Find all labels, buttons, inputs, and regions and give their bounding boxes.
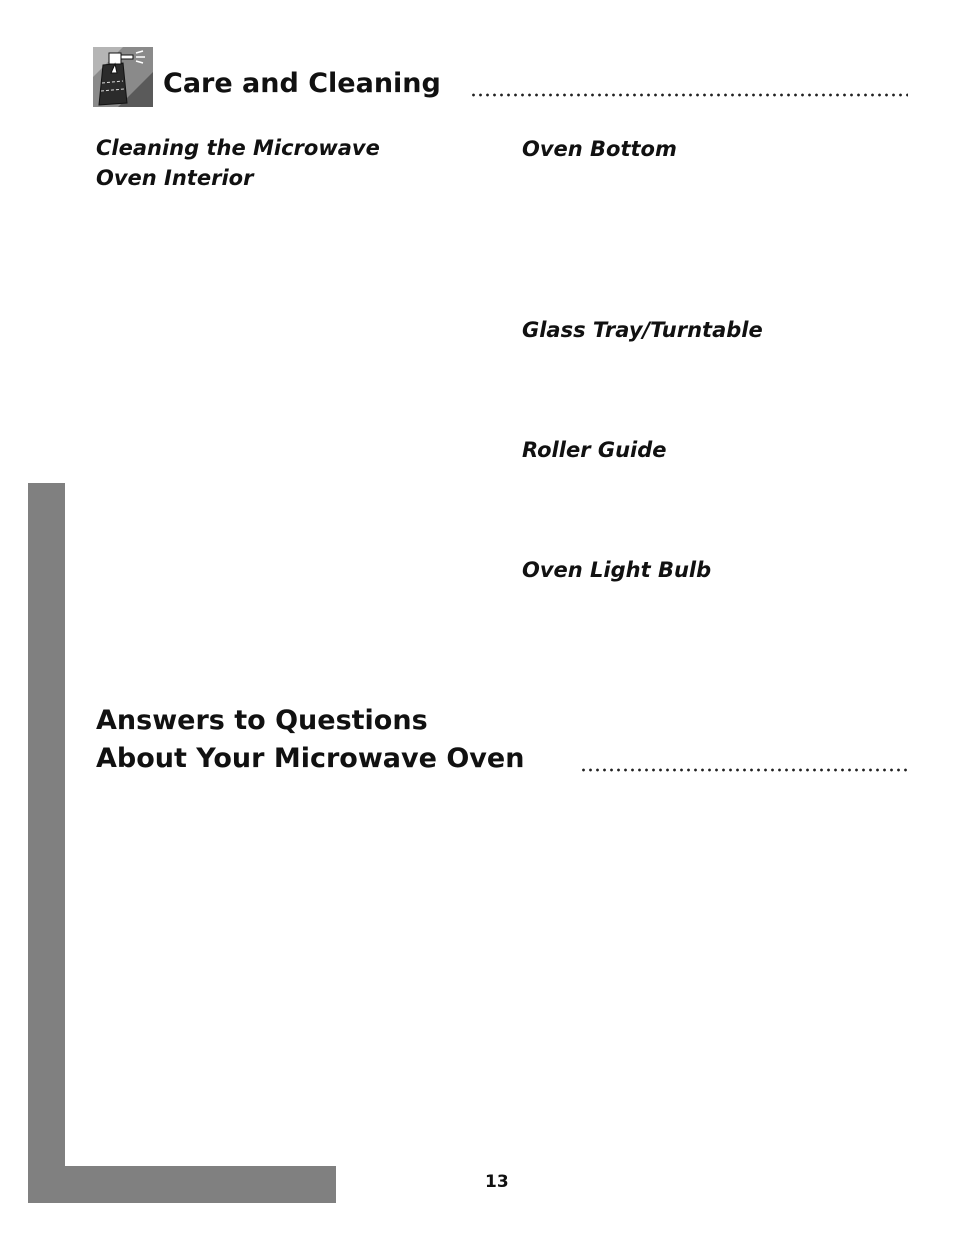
subhead-line: Oven Interior (96, 166, 254, 190)
subhead-oven-bottom: Oven Bottom (522, 137, 677, 161)
title-leader-dots (470, 92, 908, 98)
page-number: 13 (485, 1172, 509, 1192)
page-title: Care and Cleaning (163, 68, 441, 99)
bottom-accent-bar (28, 1166, 336, 1203)
subhead-glass-tray: Glass Tray/Turntable (522, 318, 763, 342)
subhead-oven-light-bulb: Oven Light Bulb (522, 558, 712, 582)
side-accent-bar (28, 483, 65, 1203)
subhead-cleaning-interior (96, 133, 380, 193)
subhead-roller-guide: Roller Guide (522, 438, 667, 462)
subhead-line: Cleaning the Microwave (96, 136, 380, 160)
answers-leader-dots (580, 767, 908, 773)
answers-title-line1: Answers to Questions (96, 705, 428, 736)
spray-bottle-icon (93, 47, 153, 107)
answers-title-line2: About Your Microwave Oven (96, 743, 525, 774)
